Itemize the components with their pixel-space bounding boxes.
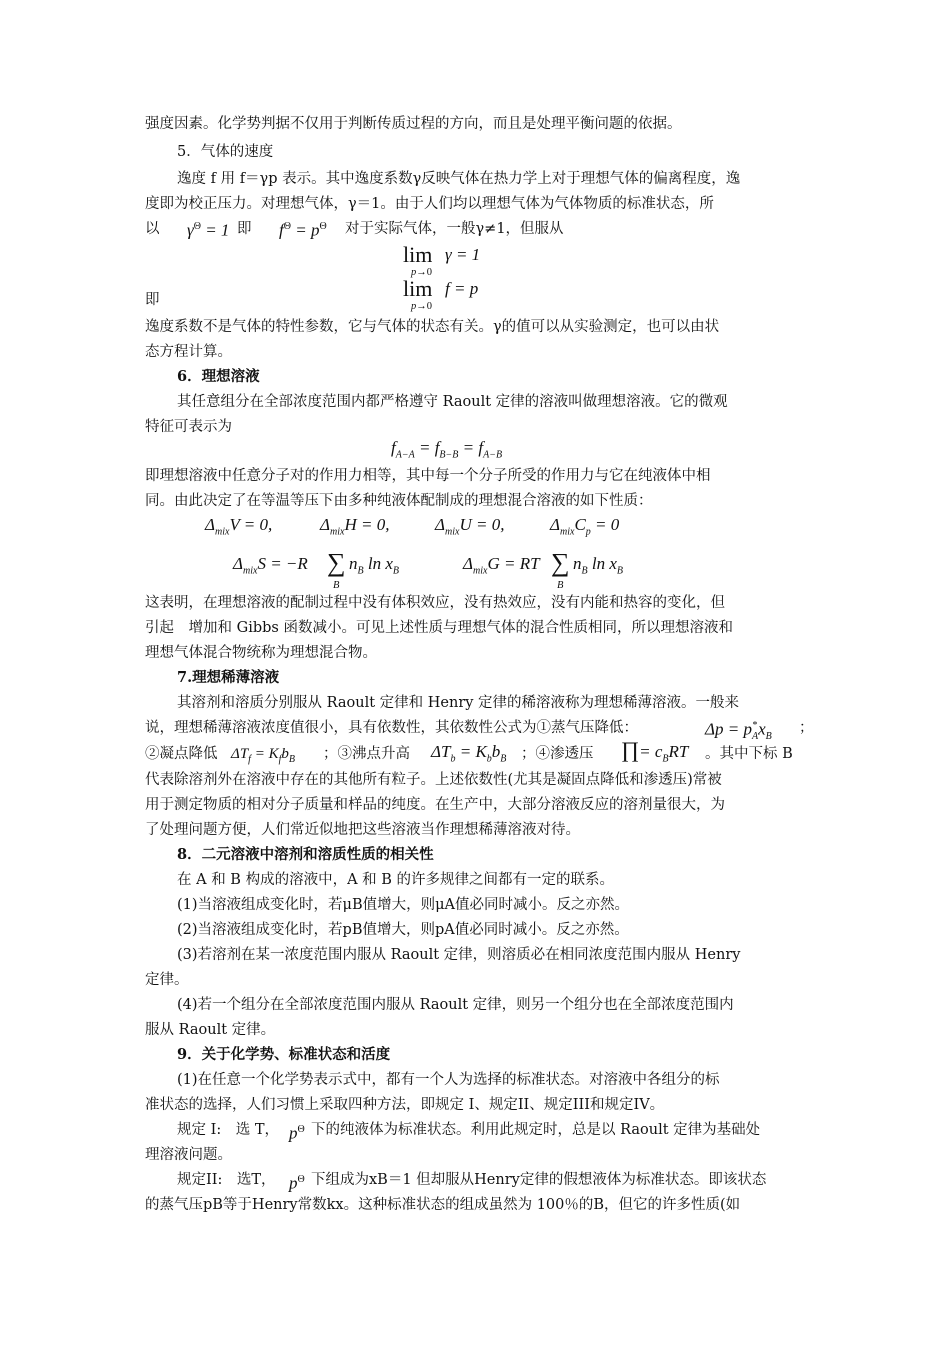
text-line-with-formulas <box>177 1168 810 1194</box>
text-line: 引起 增加和 Gibbs 函数减小。可见上述性质与理想气体的混合性质相同，所以理想溶液和 <box>145 620 733 636</box>
text-line: 这表明，在理想溶液的配制过程中没有体积效应，没有热效应，没有内能和热容的变化，但 <box>145 595 725 611</box>
equation-micro-feature: $f_{A-A} = f_{B-B} = f_{A-B}$ <box>391 438 503 461</box>
equation-mix-g: $\Delta_{mix}G$ = RT ∑ B $n_B$ $\ln x_B$ <box>463 548 623 591</box>
text-line: 同。由此决定了在等温等压下由多种纯液体配制成的理想混合溶液的如下性质： <box>145 493 653 509</box>
text-line: 度即为校正压力。对理想气体，γ＝1。由于人们均以理想气体为气体物质的标准状态，所 <box>145 196 714 212</box>
text-line: 即理想溶液中任意分子对的作用力相等，其中每一个分子所受的作用力与它在纯液体中相 <box>145 468 711 484</box>
equation-mix-u: $\Delta_{mix}U = 0$, <box>435 515 505 538</box>
equation-freezing-point: $\Delta T_f = K_fb_B$ <box>231 746 295 765</box>
text-line: 理想气体混合物统称为理想混合物。 <box>145 645 377 661</box>
text-line: 即 <box>145 292 160 308</box>
text-fragment: ；④渗透压 <box>521 746 594 762</box>
text-fragment: 即 <box>237 221 252 237</box>
text-line: 在 A 和 B 构成的溶液中，A 和 B 的许多规律之间都有一定的联系。 <box>177 872 615 888</box>
equation-mix-v: $\Delta_{mix}V = 0$, <box>205 515 273 538</box>
symbol-p-standard: $p^\Theta$ <box>289 1173 305 1193</box>
equation-f-standard: $f^\Theta = p^\Theta$ <box>279 220 327 240</box>
text-fragment: ； <box>799 720 814 736</box>
text-line: 逸度 f 用 f＝γp 表示。其中逸度系数γ反映气体在热力学上对于理想气体的偏离程度，逸 <box>177 171 741 187</box>
equation-gamma-standard: $\gamma^\Theta = 1$ <box>187 220 230 240</box>
text-line: 理溶液问题。 <box>145 1147 232 1163</box>
symbol-p-standard: $p^\Theta$ <box>289 1123 305 1143</box>
text-line-with-formulas <box>145 737 810 770</box>
equation-mix-h: $\Delta_{mix}H = 0$, <box>320 515 390 538</box>
section-8-heading: 8．二元溶液中溶剂和溶质性质的相关性 <box>177 846 434 863</box>
text-fragment: 以 <box>145 221 160 237</box>
equation-mix-s: $\Delta_{mix}S = -R$ ∑ B $n_B$ $\ln x_B$ <box>233 548 399 591</box>
text-fragment: 规定II: 选T， <box>177 1172 276 1188</box>
text-fragment: 对于实际气体，一般γ≠1，但服从 <box>345 221 564 237</box>
text-line-with-formulas <box>145 217 810 245</box>
text-line: 态方程计算。 <box>145 344 232 360</box>
text-fragment: 说，理想稀薄溶液浓度值很小，具有依数性，其依数性公式为①蒸气压降低： <box>145 720 638 736</box>
equation-osmotic-pressure: ∏= $c_BRT$ <box>621 737 689 765</box>
section-6-heading: 6．理想溶液 <box>177 368 260 385</box>
text-line: 服从 Raoult 定律。 <box>145 1022 276 1038</box>
text-line: 了处理问题方便，人们常近似地把这些溶液当作理想稀薄溶液对待。 <box>145 822 580 838</box>
text-line: (1)当溶液组成变化时，若μB值增大，则μA值必同时减小。反之亦然。 <box>177 897 630 913</box>
text-line-with-formulas <box>145 716 814 743</box>
section-7-heading: 7.理想稀薄溶液 <box>177 669 280 686</box>
text-line: 准状态的选择，人们习惯上采取四种方法，即规定 I、规定II、规定III和规定IV。 <box>145 1097 665 1113</box>
text-line: 特征可表示为 <box>145 419 232 435</box>
text-line-with-formulas <box>177 1118 810 1144</box>
text-line: 代表除溶剂外在溶液中存在的其他所有粒子。上述依数性(尤其是凝固点降低和渗透压)常被 <box>145 772 722 788</box>
section-9-heading: 9．关于化学势、标准状态和活度 <box>177 1046 391 1063</box>
equation-lim-gamma: lim γ = 1 p→0 <box>403 242 481 278</box>
text-fragment: 规定 I: 选 T， <box>177 1122 280 1138</box>
text-line: 的蒸气压pB等于Henry常数kx。这种标准状态的组成虽然为 100％的B，但它的许多性质(如 <box>145 1197 741 1213</box>
equation-boiling-point: $\Delta T_b = K_bb_B$ <box>431 742 507 765</box>
equation-vapor-pressure: $\Delta p = p^*_Ax_B$ <box>705 719 772 743</box>
text-line: 定律。 <box>145 972 189 988</box>
text-fragment: ②凝点降低 <box>145 746 218 762</box>
text-fragment: 。其中下标 B <box>705 746 793 762</box>
equation-mix-cp: $\Delta_{mix}C_p = 0$ <box>550 515 620 538</box>
text-line: (3)若溶剂在某一浓度范围内服从 Raoult 定律，则溶质必在相同浓度范围内服从 Henry <box>177 947 741 963</box>
text-line: (2)当溶液组成变化时，若pB值增大，则pA值必同时减小。反之亦然。 <box>177 922 629 938</box>
text-line: 用于测定物质的相对分子质量和样品的纯度。在生产中，大部分溶液反应的溶剂量很大，为 <box>145 797 725 813</box>
equation-lim-f: lim f = p p→0 <box>403 276 479 312</box>
section-5-heading: 5．气体的速度 <box>177 144 274 160</box>
text-line: 其任意组分在全部浓度范围内都严格遵守 Raoult 定律的溶液叫做理想溶液。它的微观 <box>177 394 728 410</box>
text-line: 强度因素。化学势判据不仅用于判断传质过程的方向，而且是处理平衡问题的依据。 <box>145 116 682 132</box>
text-line: (4)若一个组分在全部浓度范围内服从 Raoult 定律，则另一个组分也在全部浓度范围内 <box>177 997 734 1013</box>
text-fragment: 下组成为xB＝1 但却服从Henry定律的假想液体为标准状态。即该状态 <box>311 1172 767 1188</box>
text-line: (1)在任意一个化学势表示式中，都有一个人为选择的标准状态。对溶液中各组分的标 <box>177 1072 720 1088</box>
text-fragment: ；③沸点升高 <box>323 746 410 762</box>
text-fragment: 下的纯液体为标准状态。利用此规定时，总是以 Raoult 定律为基础处 <box>311 1122 761 1138</box>
text-line: 逸度系数不是气体的特性参数，它与气体的状态有关。γ的值可以从实验测定，也可以由状 <box>145 319 720 335</box>
text-line: 其溶剂和溶质分别服从 Raoult 定律和 Henry 定律的稀溶液称为理想稀薄溶液。一般来 <box>177 695 740 711</box>
